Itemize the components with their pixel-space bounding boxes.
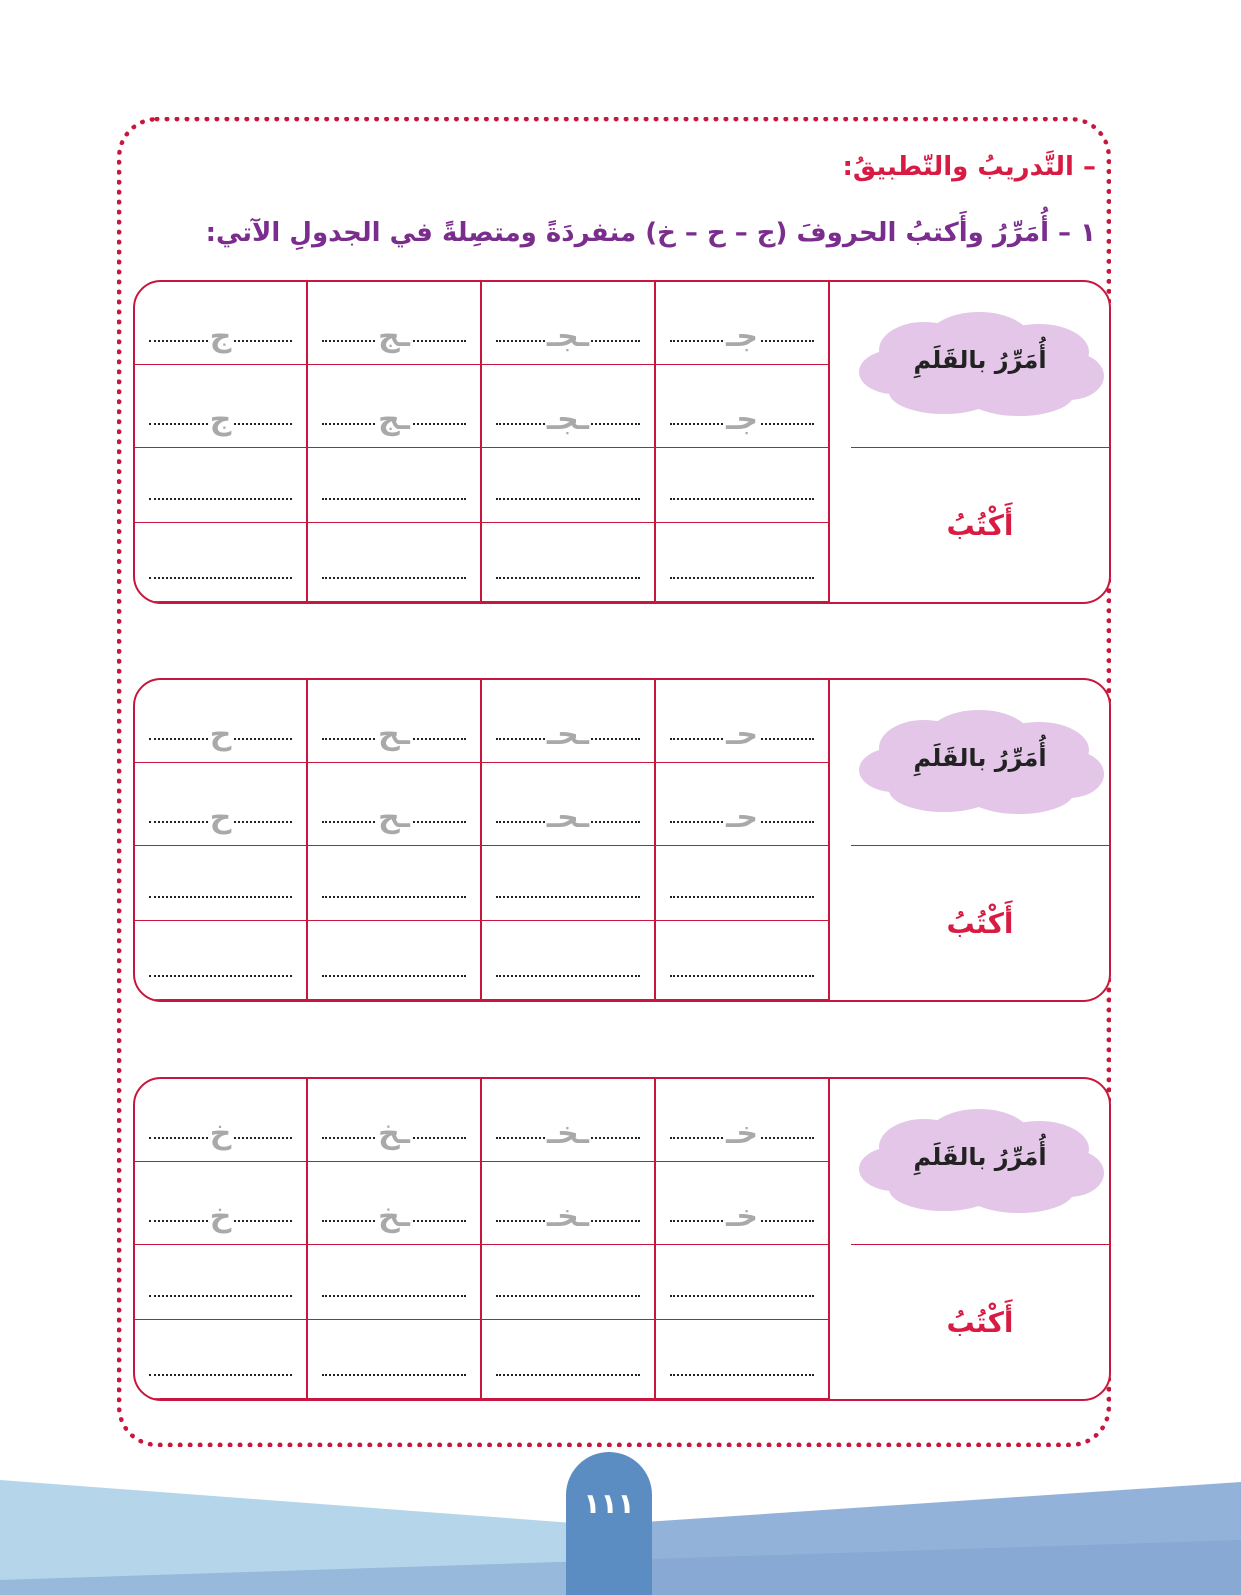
trace-cell[interactable]	[482, 1162, 656, 1245]
trace-cell[interactable]	[656, 1162, 830, 1245]
dotted-writing-line	[149, 1374, 292, 1376]
write-cell[interactable]	[482, 448, 656, 523]
write-cell[interactable]	[308, 448, 482, 523]
dotted-writing-line	[670, 1295, 814, 1297]
trace-cell[interactable]	[308, 763, 482, 846]
write-cell[interactable]	[482, 921, 656, 1000]
write-cell[interactable]	[135, 448, 308, 523]
write-label: أَكْتُبُ	[946, 1305, 1014, 1339]
trace-letter: حـ	[726, 717, 758, 752]
trace-letter: حـ	[726, 800, 758, 835]
dotted-writing-line	[496, 1295, 640, 1297]
write-cell[interactable]	[482, 523, 656, 602]
trace-label-cell	[851, 680, 1109, 846]
trace-letter: ـجـ	[546, 402, 590, 437]
trace-cell[interactable]	[308, 1162, 482, 1245]
write-cell[interactable]	[482, 846, 656, 921]
dotted-writing-line	[670, 896, 814, 898]
trace-letter: جـ	[726, 319, 758, 354]
cloud-badge	[854, 708, 1106, 818]
trace-letter: ـج	[378, 319, 410, 354]
trace-cell[interactable]	[308, 282, 482, 365]
trace-letter: ـج	[378, 402, 410, 437]
dotted-writing-line	[496, 577, 640, 579]
dotted-writing-line	[496, 896, 640, 898]
trace-letter: ـح	[378, 800, 410, 835]
section-heading: – التَّدريبُ والتّطبيقُ:	[842, 152, 1096, 182]
trace-letter: خـ	[726, 1199, 758, 1234]
dotted-writing-line	[670, 1374, 814, 1376]
write-cell[interactable]	[308, 1245, 482, 1320]
write-cell[interactable]	[656, 921, 830, 1000]
dotted-writing-line	[322, 498, 466, 500]
dotted-writing-line	[149, 577, 292, 579]
trace-cell[interactable]	[135, 282, 308, 365]
dotted-writing-line	[322, 896, 466, 898]
write-cell[interactable]	[656, 1320, 830, 1399]
trace-cell[interactable]	[656, 763, 830, 846]
page-number: ١١١	[566, 1452, 652, 1595]
trace-letter: ـخـ	[546, 1116, 590, 1151]
trace-cell[interactable]	[656, 680, 830, 763]
cloud-badge	[854, 1107, 1106, 1217]
trace-label: أُمَرِّرُ بالقَلَمِ	[913, 743, 1047, 772]
trace-letter: ـحـ	[546, 717, 590, 752]
trace-letter: خ	[209, 1199, 232, 1234]
practice-table	[133, 678, 1111, 1002]
dotted-writing-line	[322, 1374, 466, 1376]
trace-cell[interactable]	[656, 1079, 830, 1162]
trace-cell[interactable]	[482, 680, 656, 763]
trace-letter: ـخـ	[546, 1199, 590, 1234]
write-cell[interactable]	[135, 846, 308, 921]
dotted-writing-line	[149, 1295, 292, 1297]
trace-letter: ـخ	[378, 1116, 410, 1151]
write-cell[interactable]	[135, 523, 308, 602]
write-cell[interactable]	[656, 1245, 830, 1320]
exercise-instruction: ١ – أُمَرِّرُ وأَكتبُ الحروفَ (ج – ح – خ) منفردَةً ومتصِلةً في الجدولِ الآتي:	[205, 218, 1096, 248]
trace-label-cell	[851, 282, 1109, 448]
trace-cell[interactable]	[656, 365, 830, 448]
trace-letter: ج	[209, 402, 232, 437]
write-cell[interactable]	[482, 1320, 656, 1399]
write-cell[interactable]	[135, 1320, 308, 1399]
trace-label-cell	[851, 1079, 1109, 1245]
trace-cell[interactable]	[135, 763, 308, 846]
trace-letter: ح	[209, 717, 232, 752]
trace-cell[interactable]	[482, 1079, 656, 1162]
trace-letter: جـ	[726, 402, 758, 437]
trace-cell[interactable]	[656, 282, 830, 365]
cloud-badge	[854, 310, 1106, 420]
dotted-writing-line	[670, 975, 814, 977]
dotted-writing-line	[322, 975, 466, 977]
trace-letter: خ	[209, 1116, 232, 1151]
dotted-writing-line	[496, 498, 640, 500]
trace-letter: ج	[209, 319, 232, 354]
trace-cell[interactable]	[482, 365, 656, 448]
trace-cell[interactable]	[135, 365, 308, 448]
dotted-writing-line	[322, 1295, 466, 1297]
dotted-writing-line	[496, 1374, 640, 1376]
trace-letter: ح	[209, 800, 232, 835]
dotted-writing-line	[496, 975, 640, 977]
trace-cell[interactable]	[135, 680, 308, 763]
write-label-cell	[851, 846, 1109, 1000]
practice-table	[133, 280, 1111, 604]
trace-letter: ـجـ	[546, 319, 590, 354]
write-label-cell	[851, 1245, 1109, 1399]
trace-cell[interactable]	[482, 282, 656, 365]
write-cell[interactable]	[308, 1320, 482, 1399]
dotted-writing-line	[149, 896, 292, 898]
trace-cell[interactable]	[308, 680, 482, 763]
practice-table	[133, 1077, 1111, 1401]
dotted-writing-line	[670, 577, 814, 579]
trace-letter: خـ	[726, 1116, 758, 1151]
write-label: أَكْتُبُ	[946, 508, 1014, 542]
trace-letter: ـحـ	[546, 800, 590, 835]
write-cell[interactable]	[308, 921, 482, 1000]
trace-cell[interactable]	[135, 1079, 308, 1162]
write-cell[interactable]	[656, 523, 830, 602]
dotted-writing-line	[149, 498, 292, 500]
trace-label: أُمَرِّرُ بالقَلَمِ	[913, 1142, 1047, 1171]
trace-cell[interactable]	[135, 1162, 308, 1245]
trace-label: أُمَرِّرُ بالقَلَمِ	[913, 345, 1047, 374]
write-label: أَكْتُبُ	[946, 906, 1014, 940]
write-cell[interactable]	[482, 1245, 656, 1320]
write-cell[interactable]	[656, 846, 830, 921]
trace-cell[interactable]	[482, 763, 656, 846]
dotted-writing-line	[670, 498, 814, 500]
write-cell[interactable]	[308, 523, 482, 602]
write-cell[interactable]	[135, 1245, 308, 1320]
write-cell[interactable]	[308, 846, 482, 921]
trace-letter: ـخ	[378, 1199, 410, 1234]
trace-cell[interactable]	[308, 1079, 482, 1162]
trace-cell[interactable]	[308, 365, 482, 448]
trace-letter: ـح	[378, 717, 410, 752]
dotted-writing-line	[322, 577, 466, 579]
dotted-writing-line	[149, 975, 292, 977]
write-cell[interactable]	[135, 921, 308, 1000]
write-cell[interactable]	[656, 448, 830, 523]
write-label-cell	[851, 448, 1109, 602]
